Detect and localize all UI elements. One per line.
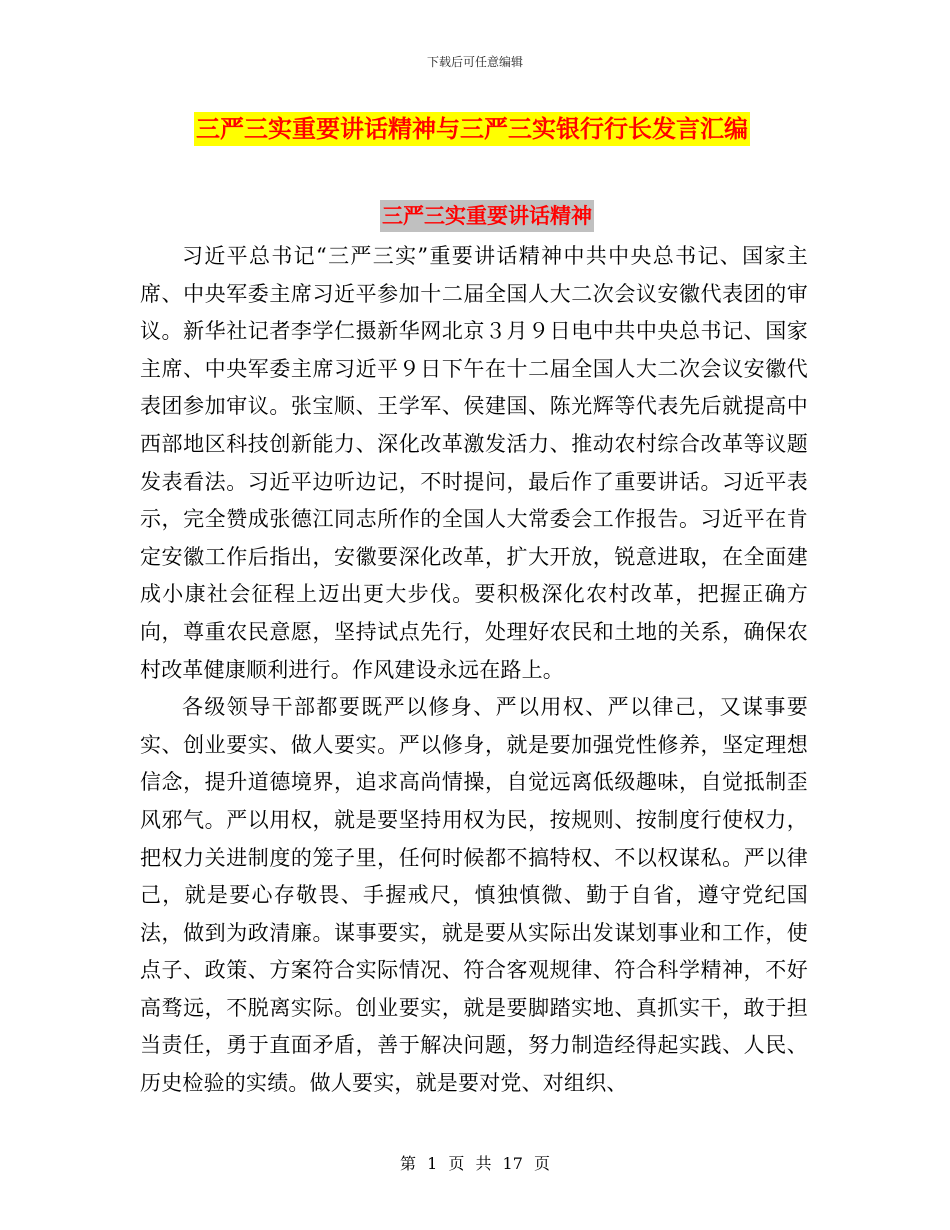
body-paragraph: 习近平总书记“三严三实”重要讲话精神中共中央总书记、国家主席、中央军委主席习近平参加十二届全国人大二次会议安徽代表团的审议。新华社记者李学仁摄新华网北京３月９日电中共中央总书记、国家主席、中央军委主席习近平９日下午在十二届全国人大二次会议安徽代表团参加审议。张宝顺、王学军、侯建国、陈光辉等代表先后就提高中西部地区科技创新能力、深化改革激发活力、推动农村综合改革等议题发表看法。习近平边听边记，不时提问，最后作了重要讲话。习近平表示，完全赞成张德江同志所作的全国人大常委会工作报告。习近平在肯定安徽工作后指出，安徽要深化改革，扩大开放，锐意进取，在全面建成小康社会征程上迈出更大步伐。要积极深化农村改革，把握正确方向，尊重农民意愿，坚持试点先行，处理好农民和土地的关系，确保农村改革健康顺利进行。作风建设永远在路上。 (140, 244, 808, 682)
body-paragraph: 各级领导干部都要既严以修身、严以用权、严以律己，又谋事要实、创业要实、做人要实。严以修身，就是要加强党性修养，坚定理想信念，提升道德境界，追求高尚情操，自觉远离低级趣味，自觉抵制歪风邪气。严以用权，就是要坚持用权为民，按规则、按制度行使权力，把权力关进制度的笼子里，任何时候都不搞特权、不以权谋私。严以律己，就是要心存敬畏、手握戒尺，慎独慎微、勤于自省，遵守党纪国法，做到为政清廉。谋事要实，就是要从实际出发谋划事业和工作，使点子、政策、方案符合实际情况、符合客观规律、符合科学精神，不好高骛远，不脱离实际。创业要实，就是要脚踏实地、真抓实干，敢于担当责任，勇于直面矛盾，善于解决问题，努力制造经得起实践、人民、历史检验的实绩。做人要实，就是要对党、对组织、 (140, 695, 808, 1096)
page-number-footer: 第 1 页 共 17 页 (400, 1154, 550, 1173)
document-body (140, 238, 808, 1103)
document-title: 三严三实重要讲话精神与三严三实银行行长发言汇编 (194, 112, 750, 146)
section-title: 三严三实重要讲话精神 (380, 200, 594, 232)
header-note: 下载后可任意编辑 (426, 55, 523, 69)
